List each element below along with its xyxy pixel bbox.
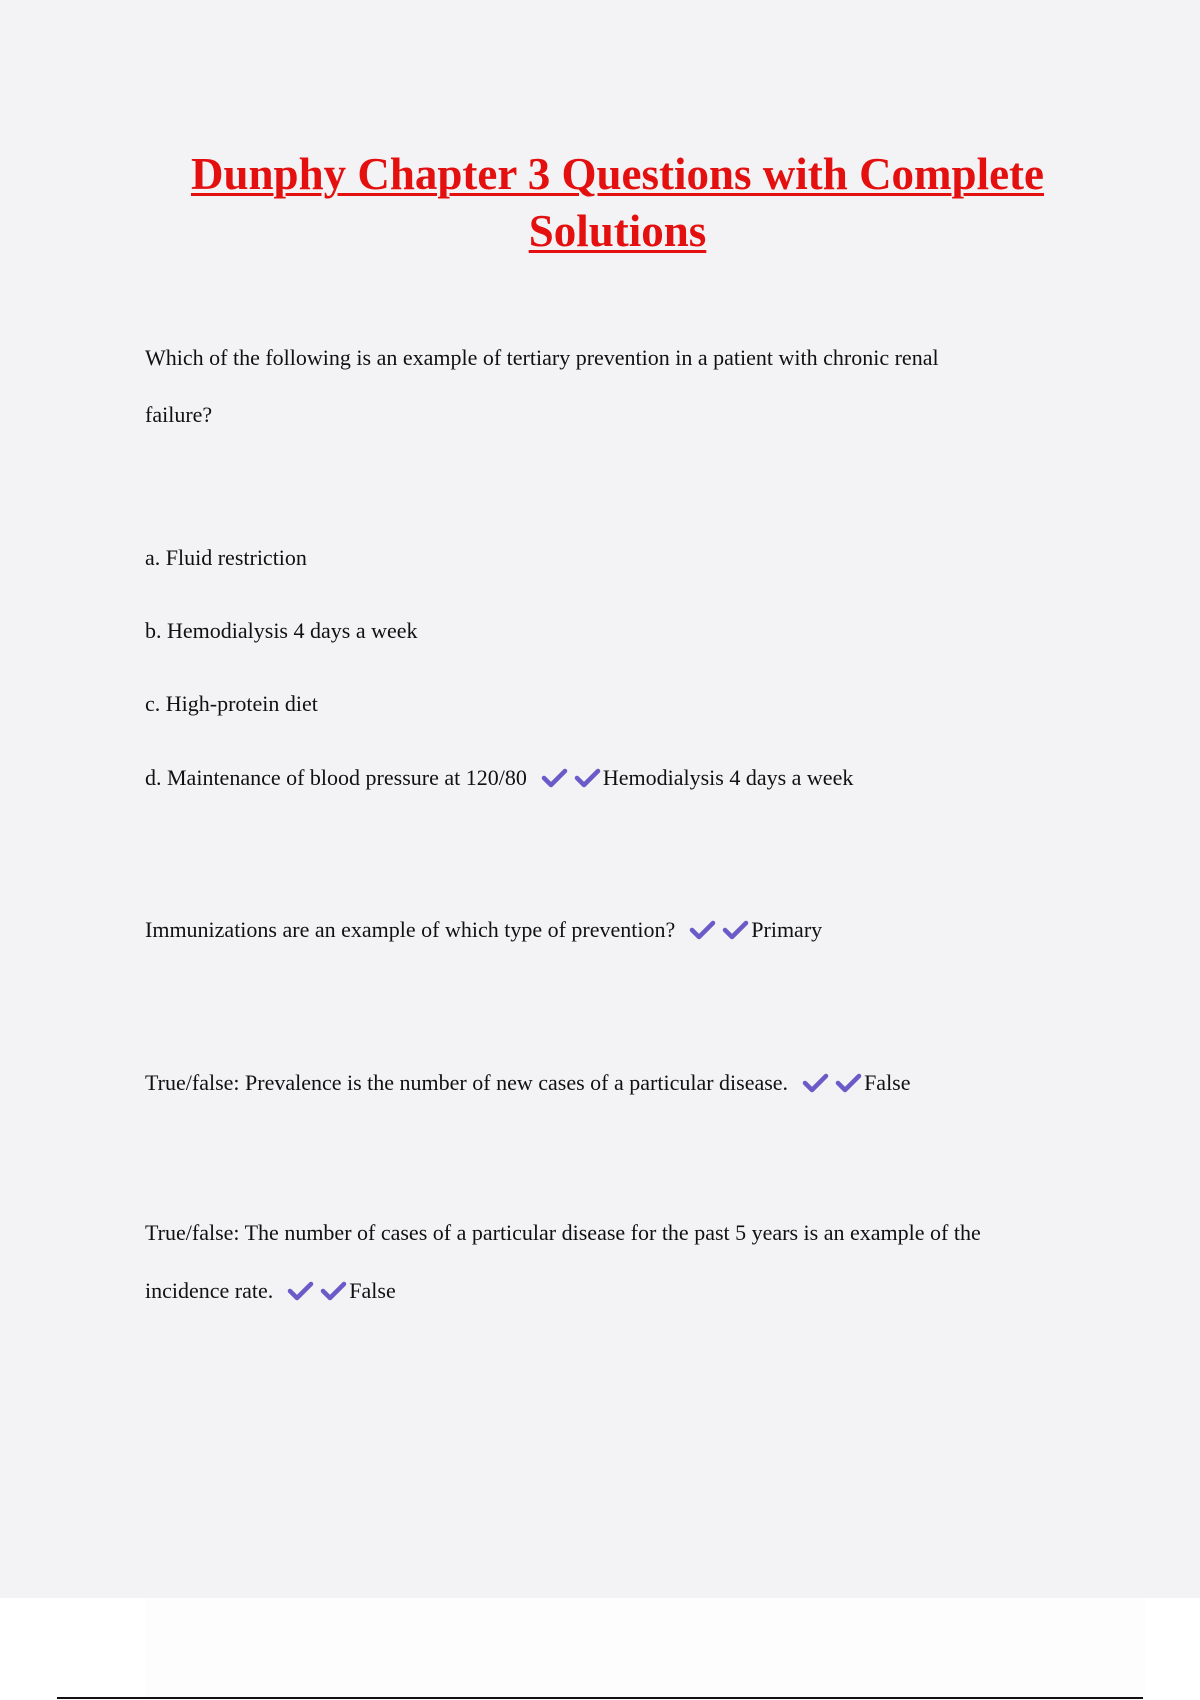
question-2-row [145, 916, 822, 944]
question-1-option-d: d. Maintenance of blood pressure at 120/80 [145, 765, 527, 790]
question-4-prompt-line-1: True/false: The number of cases of a particular disease for the past 5 years is an example of the [145, 1220, 981, 1245]
question-4-prompt-line-2: incidence rate. [145, 1278, 274, 1303]
question-4-answer: False [349, 1278, 396, 1303]
question-1-option-c: c. High-protein diet [145, 691, 318, 716]
question-2-answer: Primary [751, 917, 823, 942]
double-checkmark-icon [689, 919, 749, 941]
double-checkmark-icon [541, 767, 601, 789]
next-page-preview [145, 1598, 1145, 1698]
document-title: Dunphy Chapter 3 Questions with Complete Solutions [190, 149, 1045, 256]
question-1-answer: Hemodialysis 4 days a week [602, 765, 854, 790]
double-checkmark-icon [802, 1072, 862, 1094]
question-1-prompt-line-1: Which of the following is an example of tertiary prevention in a patient with chronic renal [145, 345, 939, 370]
question-3-row [145, 1069, 911, 1097]
question-4-row [145, 1277, 396, 1305]
double-checkmark-icon [287, 1280, 347, 1302]
question-1-prompt-line-2: failure? [145, 402, 213, 427]
footer-divider [57, 1697, 1143, 1699]
question-3-prompt: True/false: Prevalence is the number of new cases of a particular disease. [145, 1070, 789, 1095]
question-2-prompt: Immunizations are an example of which type of prevention? [145, 917, 676, 942]
question-3-answer: False [864, 1070, 911, 1095]
question-1-option-d-row [145, 764, 853, 792]
question-1-option-a: a. Fluid restriction [145, 545, 307, 570]
question-1-option-b: b. Hemodialysis 4 days a week [145, 618, 418, 643]
